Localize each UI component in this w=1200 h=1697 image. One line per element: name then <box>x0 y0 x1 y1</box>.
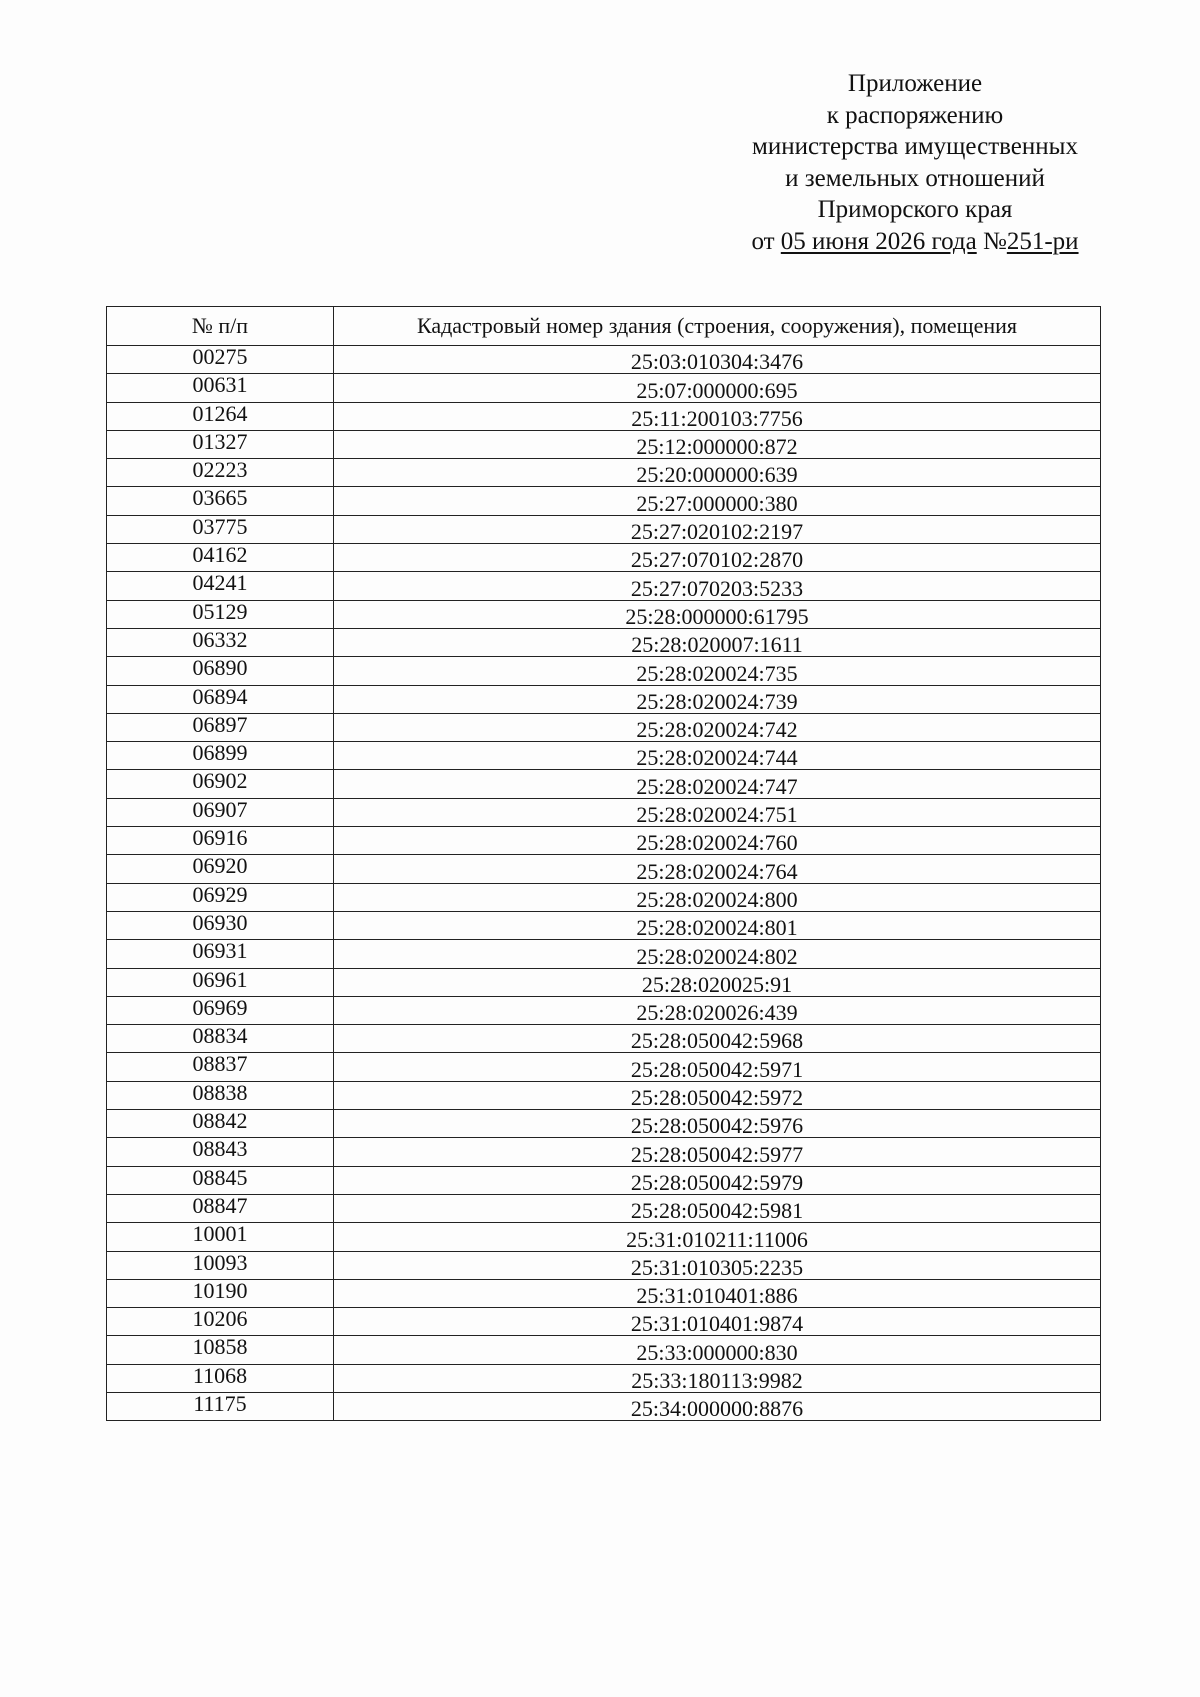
cadastral-number-cell: 25:31:010305:2235 <box>334 1251 1101 1279</box>
row-number-cell: 10190 <box>107 1279 334 1307</box>
row-number-cell: 03775 <box>107 515 334 543</box>
cadastral-number-cell: 25:34:000000:8876 <box>334 1392 1101 1420</box>
header-line: Приморского края <box>817 196 1013 223</box>
table-header-row <box>107 307 1101 346</box>
row-number-cell: 00631 <box>107 374 334 402</box>
row-number-cell: 06899 <box>107 742 334 770</box>
table-row <box>107 1364 1101 1392</box>
table-row <box>107 1110 1101 1138</box>
cadastral-number-cell: 25:27:020102:2197 <box>334 515 1101 543</box>
row-number-cell: 06894 <box>107 685 334 713</box>
table-row <box>107 1392 1101 1420</box>
cadastral-number-cell: 25:28:020024:744 <box>334 742 1101 770</box>
order-reference <box>700 226 1130 258</box>
row-number-cell: 06969 <box>107 996 334 1024</box>
table-row <box>107 346 1101 374</box>
row-number-cell: 06916 <box>107 827 334 855</box>
cadastral-number-cell: 25:28:020024:801 <box>334 911 1101 939</box>
row-number-cell: 10206 <box>107 1308 334 1336</box>
header-line: Приложение <box>847 70 983 97</box>
table-row <box>107 685 1101 713</box>
cadastral-number-cell: 25:28:000000:61795 <box>334 600 1101 628</box>
cadastral-number-cell: 25:28:020024:735 <box>334 657 1101 685</box>
row-number-cell: 00275 <box>107 346 334 374</box>
cadastral-number-cell: 25:28:020024:747 <box>334 770 1101 798</box>
column-header-number: № п/п <box>107 307 334 346</box>
cadastral-number-cell: 25:03:010304:3476 <box>334 346 1101 374</box>
column-header-cadastral: Кадастровый номер здания (строения, сооружения), помещения <box>334 307 1101 346</box>
cadastral-number-cell: 25:28:020007:1611 <box>334 628 1101 656</box>
cadastral-number-cell: 25:28:020024:764 <box>334 855 1101 883</box>
row-number-cell: 08843 <box>107 1138 334 1166</box>
cadastral-number-cell: 25:28:020024:802 <box>334 940 1101 968</box>
cadastral-number-cell: 25:11:200103:7756 <box>334 402 1101 430</box>
header-line: и земельных отношений <box>785 164 1045 192</box>
table-row <box>107 911 1101 939</box>
cadastral-number-cell: 25:28:050042:5972 <box>334 1081 1101 1109</box>
table-row <box>107 770 1101 798</box>
header-line: министерства имущественных <box>752 133 1078 160</box>
row-number-cell: 03665 <box>107 487 334 515</box>
table-row <box>107 798 1101 826</box>
cadastral-number-cell: 25:33:180113:9982 <box>334 1364 1101 1392</box>
row-number-cell: 08834 <box>107 1025 334 1053</box>
table-row <box>107 657 1101 685</box>
cadastral-number-cell: 25:28:050042:5981 <box>334 1194 1101 1222</box>
cadastral-number-cell: 25:28:050042:5977 <box>334 1138 1101 1166</box>
table-row <box>107 713 1101 741</box>
cadastral-table-container <box>106 306 1100 1421</box>
table-row <box>107 600 1101 628</box>
order-number-sign: № <box>982 227 1007 255</box>
cadastral-number-cell: 25:28:020024:760 <box>334 827 1101 855</box>
row-number-cell: 06961 <box>107 968 334 996</box>
table-row <box>107 996 1101 1024</box>
row-number-cell: 08845 <box>107 1166 334 1194</box>
table-row <box>107 940 1101 968</box>
cadastral-number-cell: 25:28:020026:439 <box>334 996 1101 1024</box>
cadastral-number-cell: 25:33:000000:830 <box>334 1336 1101 1364</box>
cadastral-number-cell: 25:31:010401:886 <box>334 1279 1101 1307</box>
order-date: 05 июня 2026 года <box>780 227 977 255</box>
row-number-cell: 08838 <box>107 1081 334 1109</box>
row-number-cell: 01327 <box>107 430 334 458</box>
cadastral-number-cell: 25:27:070203:5233 <box>334 572 1101 600</box>
table-row <box>107 1223 1101 1251</box>
table-row <box>107 1251 1101 1279</box>
row-number-cell: 01264 <box>107 402 334 430</box>
table-row <box>107 1081 1101 1109</box>
row-number-cell: 06930 <box>107 911 334 939</box>
table-row <box>107 628 1101 656</box>
table-row <box>107 572 1101 600</box>
row-number-cell: 06890 <box>107 657 334 685</box>
row-number-cell: 06931 <box>107 940 334 968</box>
row-number-cell: 06929 <box>107 883 334 911</box>
row-number-cell: 06920 <box>107 855 334 883</box>
order-prefix: от <box>751 227 775 255</box>
table-row <box>107 515 1101 543</box>
table-row <box>107 1138 1101 1166</box>
table-row <box>107 968 1101 996</box>
table-row <box>107 374 1101 402</box>
table-row <box>107 883 1101 911</box>
cadastral-number-cell: 25:31:010401:9874 <box>334 1308 1101 1336</box>
table-row <box>107 855 1101 883</box>
cadastral-number-cell: 25:28:050042:5979 <box>334 1166 1101 1194</box>
table-row <box>107 430 1101 458</box>
cadastral-number-cell: 25:28:020025:91 <box>334 968 1101 996</box>
cadastral-number-cell: 25:27:000000:380 <box>334 487 1101 515</box>
row-number-cell: 04162 <box>107 544 334 572</box>
row-number-cell: 02223 <box>107 459 334 487</box>
cadastral-number-cell: 25:28:050042:5968 <box>334 1025 1101 1053</box>
table-row <box>107 1166 1101 1194</box>
table-row <box>107 459 1101 487</box>
row-number-cell: 08837 <box>107 1053 334 1081</box>
cadastral-number-cell: 25:20:000000:639 <box>334 459 1101 487</box>
cadastral-number-cell: 25:28:020024:739 <box>334 685 1101 713</box>
table-row <box>107 1025 1101 1053</box>
cadastral-table <box>106 306 1101 1421</box>
cadastral-number-cell: 25:07:000000:695 <box>334 374 1101 402</box>
table-body <box>107 346 1101 1421</box>
row-number-cell: 06907 <box>107 798 334 826</box>
cadastral-number-cell: 25:28:020024:800 <box>334 883 1101 911</box>
cadastral-number-cell: 25:28:050042:5976 <box>334 1110 1101 1138</box>
table-row <box>107 1053 1101 1081</box>
cadastral-number-cell: 25:28:020024:742 <box>334 713 1101 741</box>
row-number-cell: 11068 <box>107 1364 334 1392</box>
row-number-cell: 05129 <box>107 600 334 628</box>
row-number-cell: 08842 <box>107 1110 334 1138</box>
row-number-cell: 08847 <box>107 1194 334 1222</box>
table-row <box>107 742 1101 770</box>
cadastral-number-cell: 25:27:070102:2870 <box>334 544 1101 572</box>
row-number-cell: 10858 <box>107 1336 334 1364</box>
row-number-cell: 10093 <box>107 1251 334 1279</box>
table-row <box>107 1279 1101 1307</box>
cadastral-number-cell: 25:28:020024:751 <box>334 798 1101 826</box>
row-number-cell: 11175 <box>107 1392 334 1420</box>
table-row <box>107 1194 1101 1222</box>
appendix-header <box>700 68 1130 257</box>
table-row <box>107 487 1101 515</box>
row-number-cell: 10001 <box>107 1223 334 1251</box>
table-row <box>107 402 1101 430</box>
row-number-cell: 06897 <box>107 713 334 741</box>
table-row <box>107 827 1101 855</box>
row-number-cell: 04241 <box>107 572 334 600</box>
table-row <box>107 544 1101 572</box>
order-number: 251-ри <box>1006 227 1079 255</box>
table-row <box>107 1336 1101 1364</box>
cadastral-number-cell: 25:28:050042:5971 <box>334 1053 1101 1081</box>
header-line: к распоряжению <box>826 101 1004 129</box>
cadastral-number-cell: 25:12:000000:872 <box>334 430 1101 458</box>
row-number-cell: 06332 <box>107 628 334 656</box>
row-number-cell: 06902 <box>107 770 334 798</box>
table-row <box>107 1308 1101 1336</box>
cadastral-number-cell: 25:31:010211:11006 <box>334 1223 1101 1251</box>
